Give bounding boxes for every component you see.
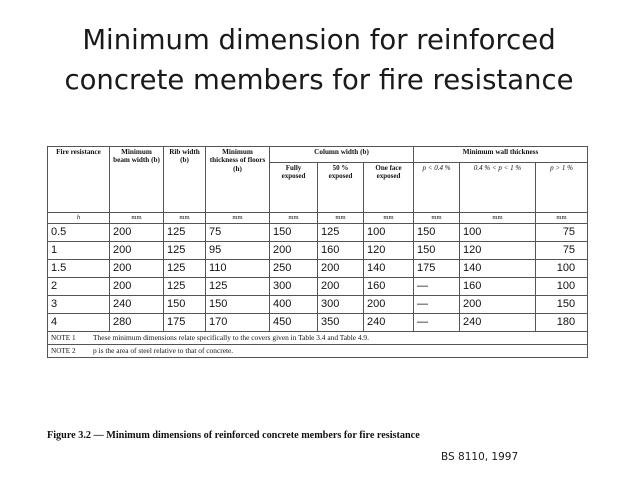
unit-cell: mm — [270, 213, 318, 224]
table-cell: 300 — [318, 296, 364, 314]
table-cell: 250 — [270, 260, 318, 278]
source-citation: BS 8110, 1997 — [441, 451, 519, 463]
table-row — [48, 314, 588, 332]
table-cell: 110 — [206, 260, 270, 278]
table-cell: 75 — [536, 242, 588, 260]
slide-title-line-1: Minimum dimension for reinforced — [82, 24, 556, 56]
unit-cell: mm — [110, 213, 164, 224]
table-cell: 150 — [270, 224, 318, 242]
table-cell: 150 — [536, 296, 588, 314]
header-wall-high: p > 1 % — [536, 163, 588, 213]
table-cell: 125 — [164, 242, 206, 260]
table-cell: 100 — [460, 224, 536, 242]
table-cell: 200 — [364, 296, 414, 314]
table-cell: 175 — [164, 314, 206, 332]
note-row — [48, 332, 588, 345]
header-min-floor-thickness: Minimum thickness of floors (h) — [206, 147, 270, 213]
table-cell: 95 — [206, 242, 270, 260]
table-cell: 450 — [270, 314, 318, 332]
unit-cell: mm — [536, 213, 588, 224]
table-cell: 120 — [460, 242, 536, 260]
unit-cell: h — [48, 213, 110, 224]
table-cell: 120 — [364, 242, 414, 260]
table-cell: 75 — [206, 224, 270, 242]
table-cell: 280 — [110, 314, 164, 332]
table-cell: 150 — [414, 224, 460, 242]
units-row — [48, 213, 588, 224]
table-cell: — — [414, 278, 460, 296]
table-cell: 200 — [460, 296, 536, 314]
note-cell — [48, 332, 588, 345]
header-wall-low: p < 0.4 % — [414, 163, 460, 213]
slide-title — [0, 20, 638, 100]
table-cell: 200 — [110, 278, 164, 296]
unit-cell: mm — [460, 213, 536, 224]
header-min-wall-thickness: Minimum wall thickness — [414, 147, 588, 163]
table-row — [48, 242, 588, 260]
table-cell: 150 — [206, 296, 270, 314]
header-column-width: Column width (b) — [270, 147, 414, 163]
table-cell: 125 — [318, 224, 364, 242]
table-cell: 0.5 — [48, 224, 110, 242]
table-cell: 160 — [364, 278, 414, 296]
table-cell: 350 — [318, 314, 364, 332]
slide-title-line-2: concrete members for fire resistance — [64, 64, 574, 96]
header-row-main — [48, 147, 588, 163]
table-cell: 170 — [206, 314, 270, 332]
header-rib-width: Rib width (b) — [164, 147, 206, 213]
note-text: p is the area of steel relative to that of concrete. — [93, 346, 234, 355]
table-cell: 4 — [48, 314, 110, 332]
table-cell: 200 — [318, 260, 364, 278]
table-cell: 1 — [48, 242, 110, 260]
table-cell: 125 — [164, 224, 206, 242]
table-cell: — — [414, 314, 460, 332]
table-row — [48, 278, 588, 296]
table-cell: — — [414, 296, 460, 314]
table-cell: 240 — [460, 314, 536, 332]
table-cell: 140 — [460, 260, 536, 278]
note-label: NOTE 2 — [51, 347, 76, 355]
fire-resistance-table — [47, 146, 588, 358]
table-row — [48, 224, 588, 242]
table-row — [48, 296, 588, 314]
table-cell: 200 — [318, 278, 364, 296]
table-cell: 125 — [206, 278, 270, 296]
table-cell: 200 — [110, 224, 164, 242]
table-cell: 125 — [164, 260, 206, 278]
table-cell: 300 — [270, 278, 318, 296]
table-cell: 125 — [164, 278, 206, 296]
note-row — [48, 345, 588, 358]
table-cell: 175 — [414, 260, 460, 278]
header-half-exposed: 50 % exposed — [318, 163, 364, 213]
table-cell: 400 — [270, 296, 318, 314]
unit-cell: mm — [414, 213, 460, 224]
table-cell: 3 — [48, 296, 110, 314]
table-cell: 1.5 — [48, 260, 110, 278]
table-cell: 200 — [270, 242, 318, 260]
table-cell: 150 — [164, 296, 206, 314]
figure-caption: Figure 3.2 — Minimum dimensions of reinforced concrete members for fire resistance — [47, 430, 420, 441]
unit-cell: mm — [164, 213, 206, 224]
table-cell: 200 — [110, 242, 164, 260]
table-cell: 160 — [318, 242, 364, 260]
unit-cell: mm — [364, 213, 414, 224]
table-cell: 180 — [536, 314, 588, 332]
header-fire-resistance: Fire resistance — [48, 147, 110, 213]
table-cell: 75 — [536, 224, 588, 242]
table-cell: 2 — [48, 278, 110, 296]
note-text: These minimum dimensions relate specifically to the covers given in Table 3.4 and Table 4.9. — [93, 333, 369, 342]
table-row — [48, 260, 588, 278]
table-cell: 240 — [364, 314, 414, 332]
header-one-face-exposed: One face exposed — [364, 163, 414, 213]
header-fully-exposed: Fully exposed — [270, 163, 318, 213]
table-cell: 100 — [536, 278, 588, 296]
note-label: NOTE 1 — [51, 334, 76, 342]
table-cell: 150 — [414, 242, 460, 260]
table-cell: 160 — [460, 278, 536, 296]
note-cell — [48, 345, 588, 358]
table-cell: 100 — [536, 260, 588, 278]
table-cell: 200 — [110, 260, 164, 278]
unit-cell: mm — [206, 213, 270, 224]
table-cell: 240 — [110, 296, 164, 314]
unit-cell: mm — [318, 213, 364, 224]
table-cell: 100 — [364, 224, 414, 242]
table-cell: 140 — [364, 260, 414, 278]
header-wall-mid: 0.4 % < p < 1 % — [460, 163, 536, 213]
header-min-beam-width: Minimum beam width (b) — [110, 147, 164, 213]
